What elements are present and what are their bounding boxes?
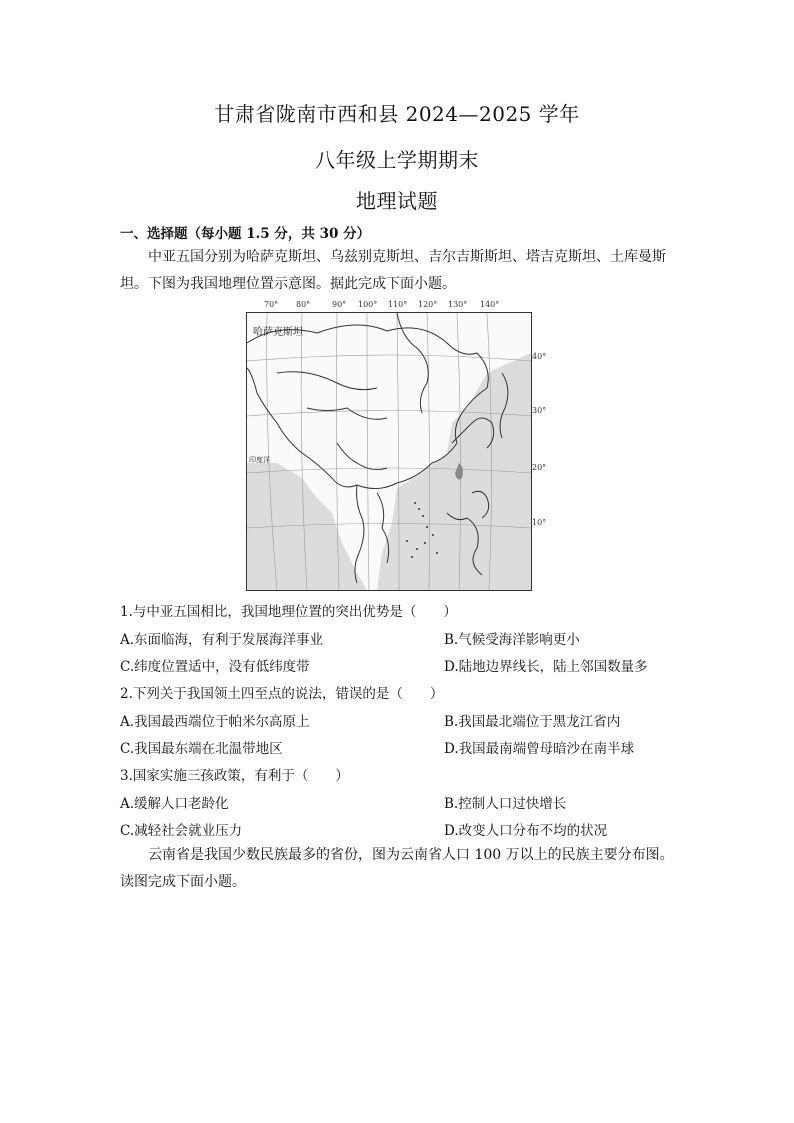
question-3-option-d[interactable]: D.改变人口分布不均的状况 [444, 823, 608, 839]
intro-paragraph-2 [120, 842, 675, 896]
exam-title-line2: 八年级上学期期末 [315, 148, 479, 172]
question-2-option-b[interactable]: B.我国最北端位于黑龙江省内 [444, 714, 621, 730]
section-heading: 一、选择题（每小题 1.5 分，共 30 分） [120, 226, 371, 242]
map-label-ocean: 印度洋 [249, 456, 270, 464]
lon-label-120: 120° [418, 300, 438, 309]
lon-label-80: 80° [296, 300, 311, 309]
intro-paragraph-1 [120, 244, 675, 298]
question-1-option-c[interactable]: C.纬度位置适中，没有低纬度带 [120, 659, 310, 675]
lon-label-110: 110° [388, 300, 408, 309]
map-frame [246, 312, 532, 591]
intro-paragraph-1-line2: 坦。下图为我国地理位置示意图。据此完成下面小题。 [120, 276, 456, 292]
map-label-kazakhstan: 哈萨克斯坦 [253, 327, 303, 338]
lat-label-20: 20° [532, 463, 547, 472]
intro-paragraph-2-line1: 云南省是我国少数民族最多的省份，图为云南省人口 100 万以上的民族主要分布图。 [148, 847, 674, 863]
question-3-option-b[interactable]: B.控制人口过快增长 [444, 796, 567, 812]
question-3-stem: 3.国家实施三孩政策，有利于（ ） [120, 768, 349, 784]
question-2-option-d[interactable]: D.我国最南端曾母暗沙在南半球 [444, 741, 635, 757]
lon-label-130: 130° [448, 300, 468, 309]
question-1-option-b[interactable]: B.气候受海洋影响更小 [444, 632, 580, 648]
question-2-option-c[interactable]: C.我国最东端在北温带地区 [120, 741, 283, 757]
question-2-option-a[interactable]: A.我国最西端位于帕米尔高原上 [120, 714, 310, 730]
question-1-stem: 1.与中亚五国相比，我国地理位置的突出优势是（ ） [120, 604, 457, 620]
question-3-option-a[interactable]: A.缓解人口老龄化 [120, 796, 229, 812]
intro-paragraph-2-line2: 读图完成下面小题。 [120, 874, 246, 890]
lon-label-70: 70° [264, 300, 279, 309]
question-1-option-a[interactable]: A.东面临海，有利于发展海洋事业 [120, 632, 324, 648]
exam-title-line1: 甘肃省陇南市西和县 2024—2025 学年 [214, 102, 580, 126]
exam-title-line3: 地理试题 [356, 189, 438, 213]
question-2-stem: 2.下列关于我国领土四至点的说法，错误的是（ ） [120, 686, 444, 702]
lon-label-100: 100° [358, 300, 378, 309]
lat-label-30: 30° [532, 406, 547, 415]
question-3-option-c[interactable]: C.减轻社会就业压力 [120, 823, 243, 839]
china-location-map [246, 300, 547, 592]
intro-paragraph-1-line1: 中亚五国分别为哈萨克斯坦、乌兹别克斯坦、吉尔吉斯斯坦、塔吉克斯坦、土库曼斯 [148, 249, 666, 265]
question-1-option-d[interactable]: D.陆地边界线长，陆上邻国数量多 [444, 659, 648, 675]
lat-label-40: 40° [532, 352, 547, 361]
lat-label-10: 10° [532, 518, 547, 527]
lon-label-140: 140° [480, 300, 500, 309]
map-drawing [247, 313, 531, 590]
lon-label-90: 90° [332, 300, 347, 309]
